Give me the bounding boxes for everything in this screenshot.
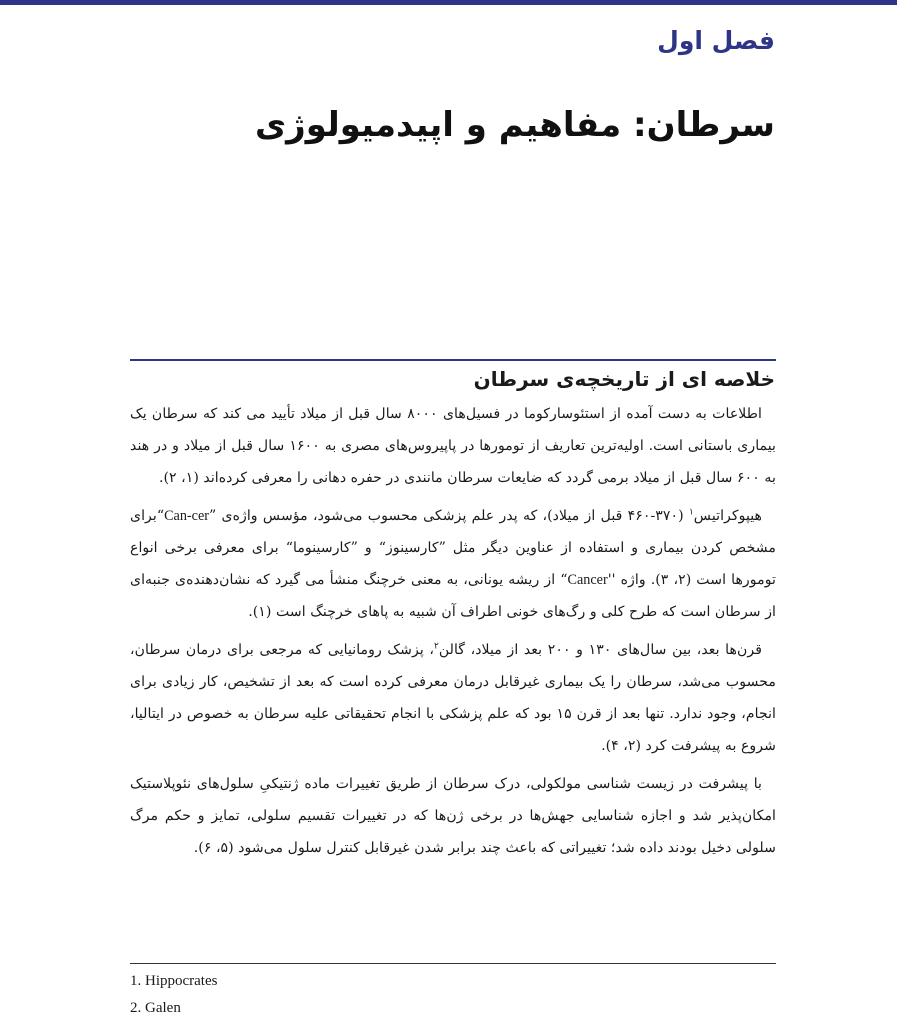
footnote-ref-2: ۲ <box>433 641 439 652</box>
footnote-2: 2. Galen <box>130 1000 181 1016</box>
footnotes <box>130 968 776 1022</box>
paragraph-3-part-b: ، پزشک رومانیایی که مرجعی برای درمان سرطان، محسوب می‌شد، سرطان را یک بیماری غیرقابل درمان معرفی کرده است که بعد از تشخیص، کار زیادی برای انجام، وجود ندارد. تنها بعد از قرن ۱۵ بود که علم پزشکی با انجام تحقیقاتی علیه سرطان به خصوص در ایتالیا، شروع به پیشرفت کرد (۲، ۴). <box>130 642 776 754</box>
paragraph-3 <box>130 634 776 762</box>
paragraph-2-part-b: (۳۷۰-۴۶۰ قبل از میلاد)، که پدر علم پزشکی محسوب می‌شود، مؤسس واژه‌ی ” <box>208 508 689 524</box>
paragraph-3-part-a: قرن‌ها بعد، بین سال‌های ۱۳۰ و ۲۰۰ بعد از میلاد، گالن <box>438 642 763 658</box>
paragraph-2-part-d: “ از ریشه یونانی، به معنی خرچنگ منشأ می گیرد که نشان‌دهنده‌ی جنبه‌ای از سرطان است که طرح کلی و رگ‌های خونی اطراف آن شبیه به پاهای خرچنگ است (۱). <box>130 572 776 620</box>
footnote-1: 1. Hippocrates <box>130 973 218 989</box>
section-divider <box>130 359 776 361</box>
chapter-title: سرطان: مفاهیم و اپیدمیولوژی <box>254 105 775 145</box>
footnote-divider <box>130 963 776 964</box>
top-accent-bar <box>0 0 897 5</box>
section-heading: خلاصه ای از تاریخچه‌ی سرطان <box>473 367 775 391</box>
body-text <box>130 398 776 870</box>
paragraph-2 <box>130 500 776 628</box>
latin-term-cancer: Cancer <box>567 572 608 588</box>
chapter-label: فصل اول <box>657 26 775 55</box>
paragraph-4: با پیشرفت در زیست شناسی مولکولی، درک سرطان از طریق تغییرات ماده ژنتیکیِ سلول‌های نئوپلاستیک امکان‌پذیر شد و اجازه شناسایی جهش‌ها در برخی ژن‌ها که در تغییرات تقسیم سلولی، تمایز و حکم مرگ سلولی دخیل بودند داده شد؛ تغییراتی که باعث چند برابر شدن غیرقابل کنترل سلول می‌شود (۵، ۶). <box>130 776 776 856</box>
paragraph-2-part-a: هیپوکراتیس <box>693 508 762 524</box>
paragraph-2-part-c: “برای مشخص کردن بیماری و استفاده از عناوین دیگر مثل ”کارسینوز“ و ”کارسینوما“ برای معرفی برخی انواع تومورها است (۲، ۳). واژه '' <box>130 508 776 588</box>
paragraph-1: اطلاعات به دست آمده از استئوسارکوما در فسیل‌های ۸۰۰۰ سال قبل از میلاد تأیید می کند که سرطان یک بیماری باستانی است. اولیه‌ترین تعاریف از تومورها در پاپیروس‌های مصری به ۱۶۰۰ سال قبل از میلاد و در هند به ۶۰۰ سال قبل از میلاد برمی گردد که ضایعات سرطان مانندی در حفره دهانی را معرفی کرده‌اند (۱، ۲). <box>130 406 776 486</box>
footnote-ref-1: ۱ <box>688 507 694 518</box>
latin-term-cancer-split: Can-cer <box>164 508 209 524</box>
